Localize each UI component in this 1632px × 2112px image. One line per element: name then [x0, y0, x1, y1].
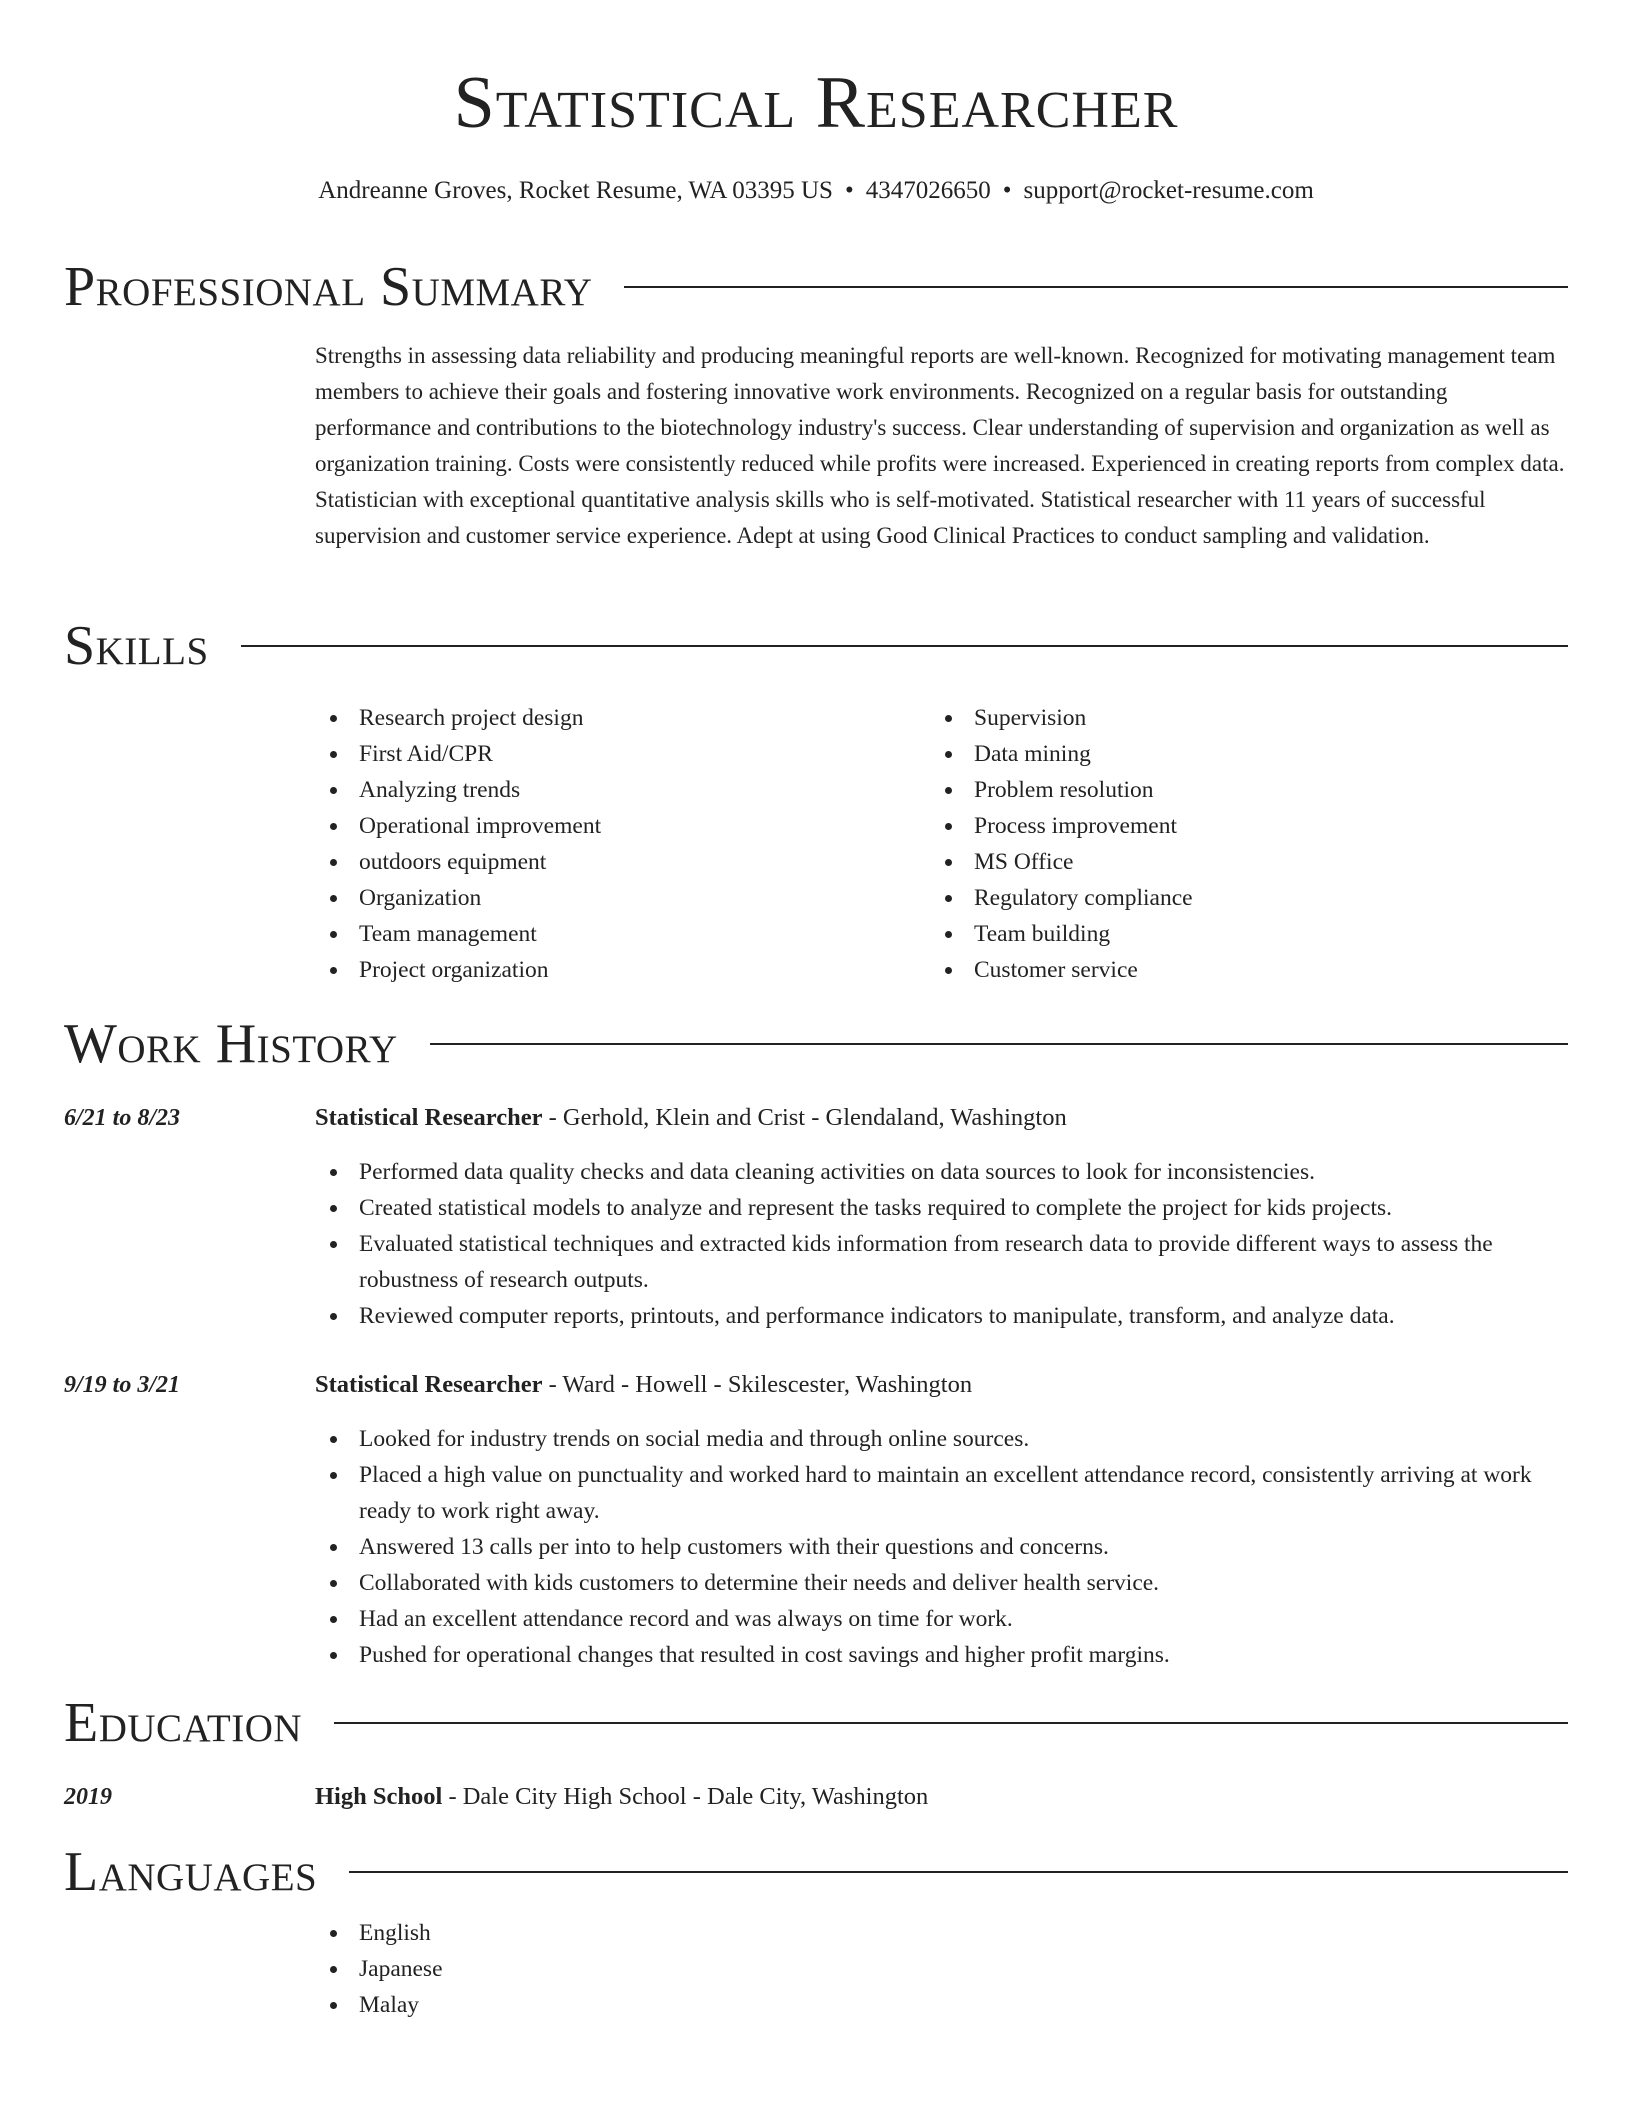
contact-phone: 4347026650 [865, 177, 991, 204]
job-heading [315, 1367, 1568, 1403]
work-section-heading [64, 1012, 1568, 1076]
skill-item: outdoors equipment [315, 844, 915, 880]
job-bullet: Answered 13 calls per into to help customers with their questions and concerns. [315, 1529, 1568, 1565]
section-divider [241, 645, 1568, 647]
contact-separator: • [844, 177, 854, 204]
job-dates: 6/21 to 8/23 [64, 1105, 181, 1131]
job-title: Statistical Researcher [315, 1371, 543, 1398]
education-year: 2019 [64, 1784, 112, 1810]
languages-section-heading [64, 1840, 1568, 1904]
skill-item: Organization [315, 880, 915, 916]
summary-heading: Professional Summary [64, 256, 593, 318]
skill-item: Team building [930, 916, 1530, 952]
skill-item: Team management [315, 916, 915, 952]
section-divider [349, 1871, 1568, 1873]
language-item: Japanese [315, 1951, 1568, 1987]
job-bullet: Looked for industry trends on social media and through online sources. [315, 1421, 1568, 1457]
section-divider [624, 286, 1568, 288]
job-bullet: Reviewed computer reports, printouts, and performance indicators to manipulate, transform, and analyze data. [315, 1298, 1568, 1334]
job-employer: - Ward - Howell - Skilescester, Washington [542, 1371, 973, 1398]
job-employer: - Gerhold, Klein and Crist - Glendaland, Washington [542, 1104, 1067, 1131]
skill-item: Operational improvement [315, 808, 915, 844]
summary-text: Strengths in assessing data reliability and producing meaningful reports are well-known. Recognized for motivating management team members to achieve their goals and fostering innovative work environments. Recognized on a regular basis for outstanding performance and contributions to the biotechnology industry's success. Clear understanding of supervision and organization as well as organization training. Costs were consistently reduced while profits were increased. Experienced in creating reports from complex data. Statistician with exceptional quantitative analysis skills who is self-motivated. Statistical researcher with 11 years of successful supervision and customer service experience. Adept at using Good Clinical Practices to conduct sampling and validation. [315, 343, 1565, 548]
job-bullet: Evaluated statistical techniques and extracted kids information from research data to provide different ways to assess the robustness of research outputs. [315, 1226, 1568, 1298]
skill-item: MS Office [930, 844, 1530, 880]
job-bullet: Pushed for operational changes that resulted in cost savings and higher profit margins. [315, 1637, 1568, 1673]
skill-item: Research project design [315, 700, 915, 736]
education-section-heading [64, 1691, 1568, 1755]
skill-item: Supervision [930, 700, 1530, 736]
summary-section-heading [64, 255, 1568, 319]
job-bullet: Collaborated with kids customers to determine their needs and deliver health service. [315, 1565, 1568, 1601]
language-item: Malay [315, 1987, 1568, 2023]
job-bullet: Placed a high value on punctuality and worked hard to maintain an excellent attendance record, consistently arriving at work ready to work right away. [315, 1457, 1568, 1529]
job-dates: 9/19 to 3/21 [64, 1372, 181, 1398]
skill-item: Regulatory compliance [930, 880, 1530, 916]
job-bullet: Had an excellent attendance record and was always on time for work. [315, 1601, 1568, 1637]
job-bullets [315, 1421, 1568, 1673]
skills-section-heading [64, 614, 1568, 678]
contact-email: support@rocket-resume.com [1023, 177, 1314, 204]
resume-title: Statistical Researcher [453, 62, 1179, 144]
contact-line [64, 174, 1568, 208]
skill-item: Customer service [930, 952, 1530, 988]
contact-address: Andreanne Groves, Rocket Resume, WA 03395 US [318, 177, 833, 204]
work-heading: Work History [64, 1013, 398, 1075]
skill-item: Data mining [930, 736, 1530, 772]
section-divider [334, 1722, 1568, 1724]
section-divider [430, 1043, 1568, 1045]
languages-heading: Languages [64, 1841, 318, 1903]
job-heading [315, 1100, 1568, 1136]
skill-item: Project organization [315, 952, 915, 988]
education-entry [315, 1779, 1568, 1815]
job-bullets [315, 1154, 1568, 1334]
skills-list-right [930, 700, 1530, 988]
job-bullet: Created statistical models to analyze and represent the tasks required to complete the project for kids projects. [315, 1190, 1568, 1226]
job-title: Statistical Researcher [315, 1104, 543, 1131]
languages-list [315, 1915, 1568, 2023]
skill-item: Process improvement [930, 808, 1530, 844]
contact-separator: • [1002, 177, 1012, 204]
skill-item: Analyzing trends [315, 772, 915, 808]
education-degree: High School [315, 1783, 443, 1810]
language-item: English [315, 1915, 1568, 1951]
skill-item: Problem resolution [930, 772, 1530, 808]
skill-item: First Aid/CPR [315, 736, 915, 772]
skills-heading: Skills [64, 615, 209, 677]
job-bullet: Performed data quality checks and data cleaning activities on data sources to look for inconsistencies. [315, 1154, 1568, 1190]
skills-list-left [315, 700, 915, 988]
education-heading: Education [64, 1692, 303, 1754]
education-school: - Dale City High School - Dale City, Washington [442, 1783, 929, 1810]
